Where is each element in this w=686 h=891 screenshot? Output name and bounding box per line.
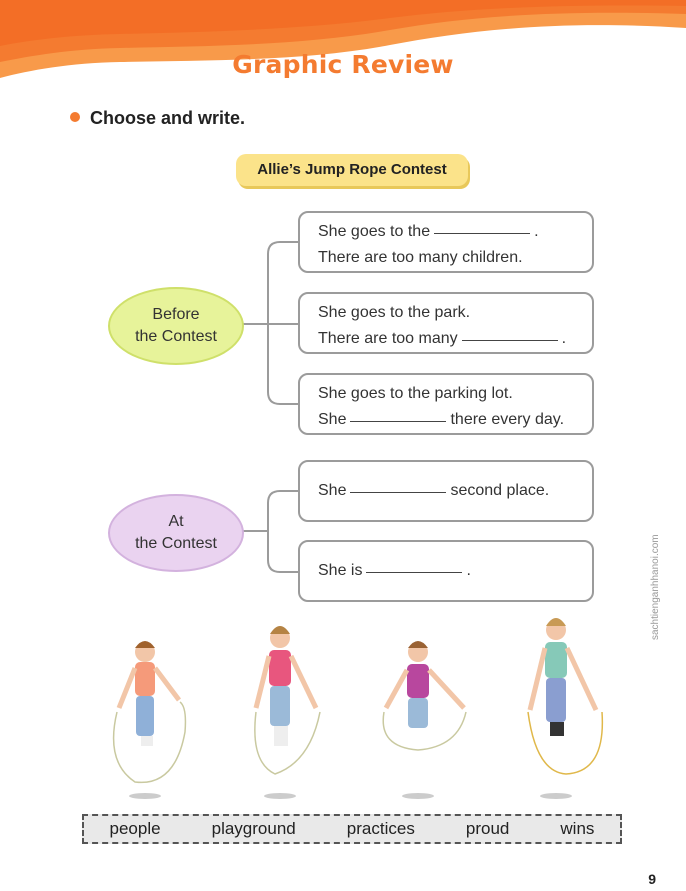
before-contest-oval xyxy=(108,287,244,365)
word-bank-item[interactable]: people xyxy=(109,819,161,838)
at-label-line2: the Contest xyxy=(135,535,217,552)
word-bank-item[interactable]: practices xyxy=(346,819,415,838)
at-box-1 xyxy=(298,460,594,522)
box-text: She goes to the park. xyxy=(318,304,471,321)
box-text: She goes to the xyxy=(318,223,431,240)
answer-blank[interactable] xyxy=(366,556,462,573)
before-box-3 xyxy=(298,373,594,435)
box-text: She xyxy=(318,411,347,428)
word-bank-item[interactable]: wins xyxy=(560,819,595,838)
box-text: She xyxy=(318,482,347,499)
kid-illustration xyxy=(383,641,466,799)
box-text: . xyxy=(466,562,471,579)
bullet-icon xyxy=(70,112,80,122)
instruction-text: Choose and write. xyxy=(90,108,246,128)
box-text: There are too many xyxy=(318,330,458,347)
answer-blank[interactable] xyxy=(350,476,446,493)
before-label-line2: the Contest xyxy=(135,328,217,345)
before-label-line1: Before xyxy=(152,306,200,323)
topic-label: Allie’s Jump Rope Contest xyxy=(236,154,468,186)
box-text: there every day. xyxy=(450,411,565,428)
answer-blank[interactable] xyxy=(350,405,446,422)
page-title: Graphic Review xyxy=(232,50,454,79)
before-box-2 xyxy=(298,292,594,354)
at-box-2 xyxy=(298,540,594,602)
word-bank-item[interactable]: playground xyxy=(211,819,296,838)
word-bank xyxy=(82,814,622,844)
before-box-1 xyxy=(298,211,594,273)
answer-blank[interactable] xyxy=(462,324,558,341)
box-text: She is xyxy=(318,562,363,579)
kid-illustration xyxy=(114,641,186,799)
answer-blank[interactable] xyxy=(434,217,530,234)
at-contest-oval xyxy=(108,494,244,572)
box-text: She goes to the parking lot. xyxy=(318,385,513,402)
kid-illustration xyxy=(528,618,602,799)
box-text: . xyxy=(561,330,567,347)
box-text: second place. xyxy=(450,482,550,499)
word-bank-item[interactable]: proud xyxy=(465,819,510,838)
watermark: sachtienganhhanoi.com xyxy=(650,534,661,640)
page-number: 9 xyxy=(648,871,656,887)
box-text: . xyxy=(534,223,539,240)
box-text: There are too many children. xyxy=(318,249,523,266)
at-label-line1: At xyxy=(168,513,184,530)
jump-rope-kids-illustration xyxy=(80,612,620,802)
kid-illustration xyxy=(255,626,320,799)
instruction xyxy=(70,108,245,129)
